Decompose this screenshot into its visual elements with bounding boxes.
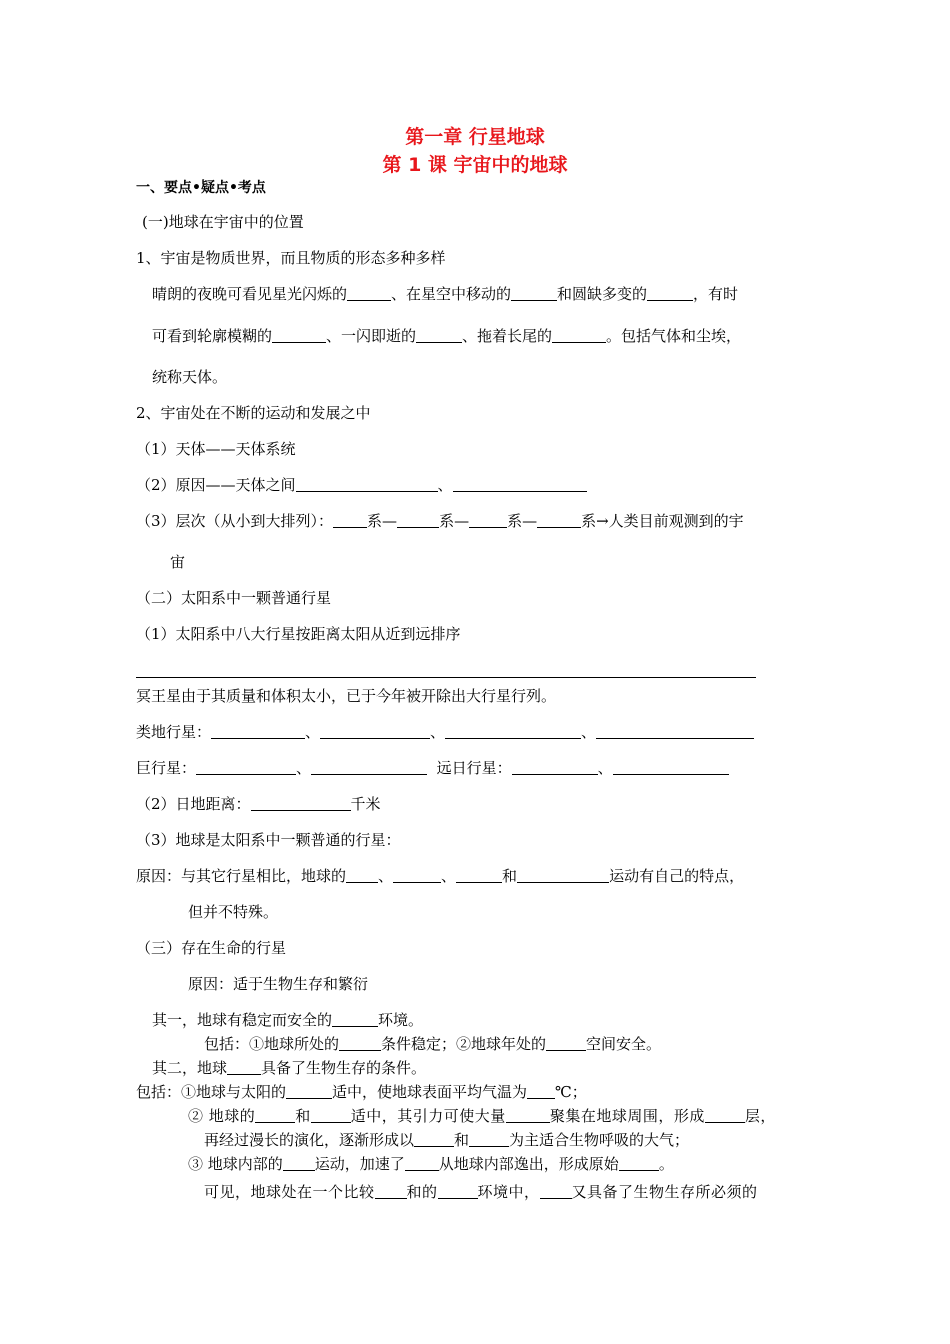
blank[interactable]	[416, 327, 462, 343]
sub3-cont: 宙	[170, 553, 186, 571]
text: 系—	[439, 512, 470, 530]
text: 为主适合生物呼吸的大气；	[509, 1131, 690, 1149]
blank[interactable]	[311, 759, 427, 775]
first-reason	[152, 1010, 423, 1030]
text: （2）日地距离：	[136, 795, 251, 813]
condition-2-cont	[204, 1130, 689, 1150]
part2-heading: （二）太阳系中一颗普通行星	[136, 589, 332, 607]
text: （2）原因——天体之间	[136, 476, 296, 494]
text: ③ 地球内部的	[188, 1155, 283, 1173]
blank[interactable]	[405, 1155, 439, 1171]
reason-cont: 但并不特殊。	[188, 903, 279, 921]
text: 具备了生物生存的条件。	[261, 1059, 427, 1077]
text: 包括：①地球所处的	[204, 1035, 340, 1053]
text: 再经过漫长的演化，逐渐形成以	[204, 1131, 415, 1149]
pluto-note: 冥王星由于其质量和体积太小，已于今年被开除出大行星行列。	[136, 687, 557, 705]
text: 其一，地球有稳定而安全的	[152, 1011, 333, 1029]
blank[interactable]	[397, 512, 439, 528]
text: 和	[295, 1107, 311, 1125]
text: 、	[430, 723, 446, 741]
blank[interactable]	[705, 1107, 745, 1123]
text: 类地行星：	[136, 723, 212, 741]
text: ② 地球的	[188, 1107, 256, 1125]
part2-sub3: （3）地球是太阳系中一颗普通的行星：	[136, 831, 401, 849]
text: 、	[305, 723, 321, 741]
text: 其二，地球	[152, 1059, 228, 1077]
second-reason	[152, 1058, 426, 1078]
text: 、	[437, 476, 453, 494]
text: 从地球内部逸出，形成原始	[438, 1155, 619, 1173]
blank[interactable]	[445, 723, 581, 739]
conclusion	[204, 1182, 758, 1202]
blank[interactable]	[393, 867, 441, 883]
text: 和圆缺多变的	[557, 285, 648, 303]
text: （3）层次（从小到大排列）：	[136, 512, 334, 530]
blank[interactable]	[211, 723, 305, 739]
text: 系→人类目前观测到的宇	[581, 512, 744, 530]
section-heading: 一、要点•疑点•考点	[136, 180, 266, 196]
blank[interactable]	[414, 1131, 454, 1147]
blank[interactable]	[552, 327, 606, 343]
fill-line-1	[152, 284, 738, 304]
blank[interactable]	[619, 1155, 659, 1171]
text: 和	[502, 867, 518, 885]
blank[interactable]	[333, 512, 367, 528]
text: 可见，地球处在一个比较	[204, 1183, 375, 1201]
blank[interactable]	[517, 867, 609, 883]
blank[interactable]	[286, 1083, 332, 1099]
text: 、一闪即逝的	[326, 327, 417, 345]
sub3	[136, 511, 744, 531]
part2-sub1: （1）太阳系中八大行星按距离太阳从近到远排序	[136, 625, 461, 643]
blank[interactable]	[272, 327, 326, 343]
item1: 1、宇宙是物质世界，而且物质的形态多种多样	[136, 249, 446, 267]
blank[interactable]	[346, 867, 378, 883]
text: 运动有自己的特点，	[609, 867, 745, 885]
lesson-title: 第 1 课 宇宙中的地球	[382, 154, 568, 176]
blank[interactable]	[296, 476, 438, 492]
text: 原因：与其它行星相比，地球的	[136, 867, 347, 885]
terrestrial-line	[136, 722, 754, 742]
text: 远日行星：	[436, 759, 512, 777]
blank[interactable]	[332, 1011, 378, 1027]
blank[interactable]	[469, 512, 507, 528]
answer-line[interactable]	[136, 677, 756, 678]
text: 和的	[406, 1183, 438, 1201]
blank[interactable]	[647, 285, 693, 301]
blank[interactable]	[438, 1183, 478, 1199]
text: 巨行星：	[136, 759, 197, 777]
blank[interactable]	[227, 1059, 261, 1075]
text: 、在星空中移动的	[391, 285, 512, 303]
fill-line-2	[152, 326, 741, 346]
blank[interactable]	[613, 759, 729, 775]
text: 、	[378, 867, 394, 885]
text: 又具备了生物生存所必须的	[571, 1183, 758, 1201]
part1-heading: (一)地球在宇宙中的位置	[142, 213, 304, 231]
giant-line	[136, 758, 729, 778]
text: 运动，加速了	[314, 1155, 405, 1173]
text: 系—	[507, 512, 538, 530]
blank[interactable]	[527, 1083, 555, 1099]
blank[interactable]	[512, 759, 598, 775]
blank[interactable]	[347, 285, 391, 301]
blank[interactable]	[251, 795, 351, 811]
text: 空间安全。	[586, 1035, 662, 1053]
blank[interactable]	[506, 1107, 550, 1123]
text: 聚集在地球周围，形成	[549, 1107, 705, 1125]
text: 环境。	[378, 1011, 424, 1029]
blank[interactable]	[311, 1107, 351, 1123]
text: 。包括气体和尘埃，	[606, 327, 742, 345]
item2: 2、宇宙处在不断的运动和发展之中	[136, 404, 371, 422]
text: 和	[454, 1131, 470, 1149]
part3-reason: 原因：适于生物生存和繁衍	[188, 975, 369, 993]
chapter-title: 第一章 行星地球	[405, 126, 545, 148]
blank[interactable]	[596, 723, 754, 739]
condition-2	[188, 1106, 776, 1126]
blank[interactable]	[511, 285, 557, 301]
blank[interactable]	[339, 1035, 381, 1051]
text: ℃；	[555, 1083, 587, 1101]
reason-line	[136, 866, 744, 886]
blank[interactable]	[283, 1155, 315, 1171]
text: 环境中，	[477, 1183, 540, 1201]
fill-line-3: 统称天体。	[152, 368, 228, 386]
sub2	[136, 475, 587, 495]
text: 层，	[744, 1107, 776, 1125]
blank[interactable]	[453, 476, 587, 492]
blank[interactable]	[540, 1183, 572, 1199]
first-includes	[204, 1034, 661, 1054]
blank[interactable]	[375, 1183, 407, 1199]
blank[interactable]	[546, 1035, 586, 1051]
text: 、	[597, 759, 613, 777]
text: 、	[296, 759, 312, 777]
blank[interactable]	[196, 759, 296, 775]
text: 晴朗的夜晚可看见星光闪烁的	[152, 285, 348, 303]
text: 千米	[350, 795, 381, 813]
blank[interactable]	[320, 723, 430, 739]
text: ，有时	[693, 285, 739, 303]
text: 、	[441, 867, 457, 885]
text: 、拖着长尾的	[462, 327, 553, 345]
text: 。	[658, 1155, 674, 1173]
blank[interactable]	[456, 867, 502, 883]
text: 适中，使地球表面平均气温为	[332, 1083, 528, 1101]
part2-sub2	[136, 794, 381, 814]
part3-heading: （三）存在生命的行星	[136, 939, 287, 957]
condition-1	[136, 1082, 587, 1102]
blank[interactable]	[537, 512, 581, 528]
text: 系—	[367, 512, 398, 530]
text: 适中，其引力可使大量	[350, 1107, 506, 1125]
blank[interactable]	[255, 1107, 295, 1123]
blank[interactable]	[469, 1131, 509, 1147]
text: 、	[581, 723, 597, 741]
text: 包括：①地球与太阳的	[136, 1083, 287, 1101]
text: 可看到轮廓模糊的	[152, 327, 273, 345]
sub1: （1）天体——天体系统	[136, 440, 296, 458]
condition-3	[188, 1154, 674, 1174]
text: 条件稳定；②地球年处的	[381, 1035, 547, 1053]
